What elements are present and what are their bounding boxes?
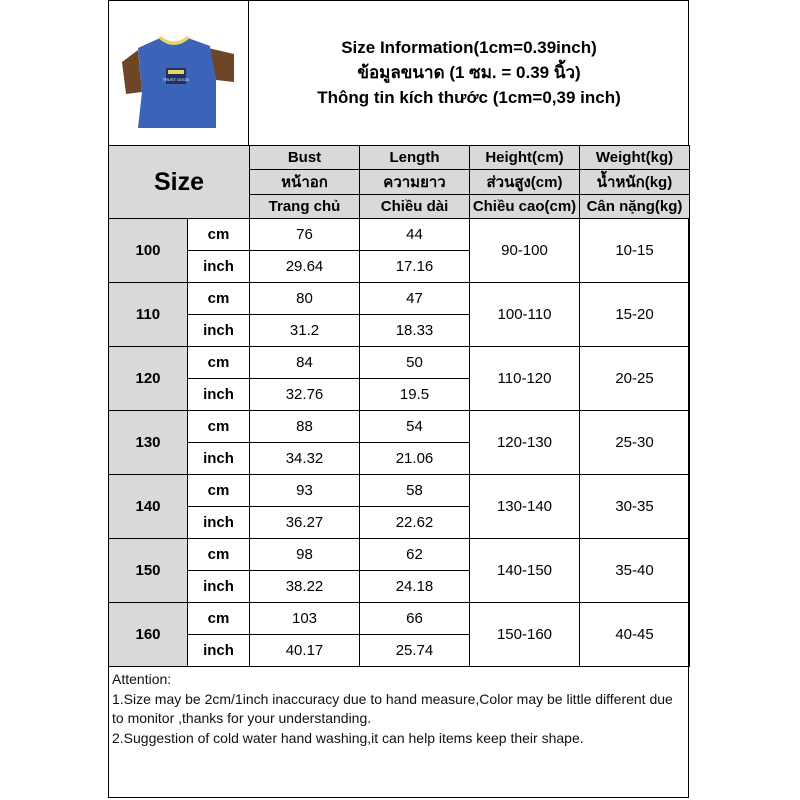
- product-image: [108, 0, 249, 145]
- col-header-bust-th: หน้าอก: [250, 170, 360, 195]
- length-cm: 54: [360, 411, 470, 443]
- height-range: 110-120: [470, 347, 580, 411]
- table-row: [109, 219, 690, 251]
- length-inch: 19.5: [360, 379, 470, 411]
- height-range: 100-110: [470, 283, 580, 347]
- tshirt-icon: [108, 0, 248, 145]
- col-header-weight-en: Weight(kg): [580, 146, 690, 170]
- weight-range: 10-15: [580, 219, 690, 283]
- size-value: 110: [109, 283, 188, 347]
- weight-range: 35-40: [580, 539, 690, 603]
- bust-inch: 38.22: [250, 571, 360, 603]
- length-inch: 17.16: [360, 251, 470, 283]
- length-inch: 18.33: [360, 315, 470, 347]
- length-inch: 24.18: [360, 571, 470, 603]
- unit-cm: cm: [188, 283, 250, 315]
- col-header-height-vi: Chiều cao(cm): [470, 195, 580, 219]
- col-header-length-vi: Chiều dài: [360, 195, 470, 219]
- unit-inch: inch: [188, 443, 250, 475]
- table-row: [109, 475, 690, 507]
- col-header-length-en: Length: [360, 146, 470, 170]
- note-line-1: 1.Size may be 2cm/1inch inaccuracy due to hand measure,Color may be little different due to monitor ,thanks for your understanding.: [112, 690, 673, 726]
- unit-cm: cm: [188, 411, 250, 443]
- col-header-length-th: ความยาว: [360, 170, 470, 195]
- unit-cm: cm: [188, 347, 250, 379]
- bust-cm: 103: [250, 603, 360, 635]
- table-row: [109, 283, 690, 315]
- unit-inch: inch: [188, 507, 250, 539]
- notes-heading: Attention:: [112, 671, 172, 687]
- unit-inch: inch: [188, 379, 250, 411]
- height-range: 130-140: [470, 475, 580, 539]
- height-range: 120-130: [470, 411, 580, 475]
- col-header-weight-vi: Cân nặng(kg): [580, 195, 690, 219]
- unit-cm: cm: [188, 539, 250, 571]
- length-cm: 58: [360, 475, 470, 507]
- height-range: 140-150: [470, 539, 580, 603]
- size-value: 100: [109, 219, 188, 283]
- weight-range: 15-20: [580, 283, 690, 347]
- unit-cm: cm: [188, 603, 250, 635]
- unit-cm: cm: [188, 219, 250, 251]
- title-thai: ข้อมูลขนาด (1 ซม. = 0.39 นิ้ว): [357, 63, 581, 82]
- length-inch: 25.74: [360, 635, 470, 667]
- table-row: [109, 603, 690, 635]
- bust-cm: 84: [250, 347, 360, 379]
- col-header-bust-en: Bust: [250, 146, 360, 170]
- image-label: TRUST GOOD: [162, 77, 190, 82]
- unit-inch: inch: [188, 571, 250, 603]
- weight-range: 20-25: [580, 347, 690, 411]
- unit-cm: cm: [188, 475, 250, 507]
- unit-inch: inch: [188, 635, 250, 667]
- table-row: [109, 411, 690, 443]
- bust-inch: 34.32: [250, 443, 360, 475]
- size-value: 130: [109, 411, 188, 475]
- bust-cm: 93: [250, 475, 360, 507]
- height-range: 150-160: [470, 603, 580, 667]
- col-header-height-en: Height(cm): [470, 146, 580, 170]
- title-english: Size Information(1cm=0.39inch): [341, 38, 597, 57]
- length-inch: 22.62: [360, 507, 470, 539]
- weight-range: 30-35: [580, 475, 690, 539]
- unit-inch: inch: [188, 315, 250, 347]
- unit-inch: inch: [188, 251, 250, 283]
- bust-inch: 40.17: [250, 635, 360, 667]
- length-cm: 50: [360, 347, 470, 379]
- note-line-2: 2.Suggestion of cold water hand washing,it can help items keep their shape.: [112, 729, 584, 746]
- chart-title-block: [249, 0, 689, 145]
- size-value: 160: [109, 603, 188, 667]
- bust-cm: 88: [250, 411, 360, 443]
- size-value: 120: [109, 347, 188, 411]
- bust-inch: 29.64: [250, 251, 360, 283]
- size-value: 150: [109, 539, 188, 603]
- table-row: [109, 539, 690, 571]
- col-header-bust-vi: Trang chủ: [250, 195, 360, 219]
- size-value: 140: [109, 475, 188, 539]
- weight-range: 40-45: [580, 603, 690, 667]
- height-range: 90-100: [470, 219, 580, 283]
- length-cm: 62: [360, 539, 470, 571]
- bust-cm: 98: [250, 539, 360, 571]
- length-cm: 66: [360, 603, 470, 635]
- bust-inch: 32.76: [250, 379, 360, 411]
- attention-notes: [112, 670, 686, 748]
- table-row: [109, 347, 690, 379]
- size-header: Size: [109, 146, 250, 219]
- size-table: [108, 145, 690, 667]
- title-vietnamese: Thông tin kích thước (1cm=0,39 inch): [317, 88, 621, 107]
- length-inch: 21.06: [360, 443, 470, 475]
- weight-range: 25-30: [580, 411, 690, 475]
- bust-inch: 31.2: [250, 315, 360, 347]
- col-header-height-th: ส่วนสูง(cm): [470, 170, 580, 195]
- bust-cm: 76: [250, 219, 360, 251]
- bust-inch: 36.27: [250, 507, 360, 539]
- bust-cm: 80: [250, 283, 360, 315]
- col-header-weight-th: น้ำหนัก(kg): [580, 170, 690, 195]
- length-cm: 47: [360, 283, 470, 315]
- length-cm: 44: [360, 219, 470, 251]
